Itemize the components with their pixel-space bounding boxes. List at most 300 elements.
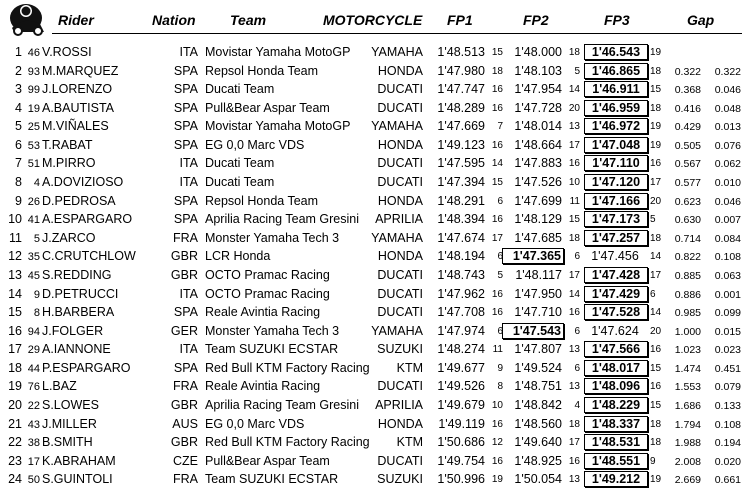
rider-name: V.ROSSI xyxy=(42,45,92,59)
nation: GER xyxy=(170,323,198,338)
fp3-time: 1'46.865 xyxy=(584,63,648,79)
gap-to-first: 1.000 xyxy=(674,325,701,338)
fp1-laps: 15 xyxy=(491,47,503,58)
header-nation: Nation xyxy=(152,12,196,28)
fp2-laps: 14 xyxy=(568,84,580,96)
rider-number: 29 xyxy=(27,344,40,357)
gap-to-previous: 0.084 xyxy=(714,232,741,245)
header-team: Team xyxy=(230,12,267,28)
fp2-laps: 6 xyxy=(574,251,580,263)
fp3-time: 1'46.972 xyxy=(584,118,648,134)
nation: SPA xyxy=(173,119,198,134)
table-header xyxy=(0,0,745,38)
motorcycle: SUZUKI xyxy=(377,342,423,357)
rider-name: S.GUINTOLI xyxy=(42,472,113,487)
fp3-laps: 6 xyxy=(650,288,656,300)
motorcycle: APRILIA xyxy=(375,398,423,413)
header-divider xyxy=(52,33,742,34)
team: Reale Avintia Racing xyxy=(205,305,321,320)
rider-name: M.VIÑALES xyxy=(42,119,109,134)
fp3-laps: 5 xyxy=(650,214,656,226)
nation: ITA xyxy=(179,45,198,59)
gap-to-previous: 0.079 xyxy=(714,381,741,394)
gap-to-first: 0.368 xyxy=(674,84,701,97)
gap-to-previous: 0.063 xyxy=(714,269,741,282)
fp1-laps: 6 xyxy=(497,195,503,207)
gap-to-previous: 0.194 xyxy=(714,437,741,450)
fp1-laps: 6 xyxy=(497,251,503,263)
fp3-time: 1'48.551 xyxy=(584,453,648,469)
rider-number: 25 xyxy=(27,121,40,134)
fp2-laps: 13 xyxy=(568,381,580,393)
fp3-time: 1'47.429 xyxy=(584,286,648,302)
fp1-time: 1'49.526 xyxy=(437,379,485,394)
rider-name: A.ESPARGARO xyxy=(42,212,133,227)
fp1-laps: 16 xyxy=(491,102,503,114)
fp2-time: 1'48.925 xyxy=(514,453,562,468)
nation: GBR xyxy=(170,249,198,264)
fp3-laps: 9 xyxy=(650,455,656,467)
fp1-time: 1'48.289 xyxy=(437,100,485,115)
fp2-laps: 11 xyxy=(569,195,580,207)
fp3-time: 1'47.120 xyxy=(584,174,648,190)
fp1-time: 1'47.394 xyxy=(437,175,485,190)
fp2-time: 1'47.685 xyxy=(514,230,562,245)
fp3-laps: 18 xyxy=(650,418,662,430)
gap-to-first: 1.474 xyxy=(674,362,701,375)
team: Aprilia Racing Team Gresini xyxy=(205,398,359,413)
fp2-laps: 4 xyxy=(574,400,580,412)
nation: ITA xyxy=(179,175,198,190)
rider-name: J.LORENZO xyxy=(42,82,113,97)
fp2-time: 1'47.365 xyxy=(502,248,564,264)
position: 6 xyxy=(15,137,22,152)
fp2-time: 1'49.524 xyxy=(514,360,562,375)
header-fp2: FP2 xyxy=(523,12,549,28)
fp1-laps: 14 xyxy=(491,158,503,170)
fp3-time: 1'46.543 xyxy=(584,44,648,60)
fp3-laps: 20 xyxy=(650,325,662,337)
nation: ITA xyxy=(179,156,198,171)
rider-name: A.BAUTISTA xyxy=(42,100,115,115)
motorcycle: HONDA xyxy=(377,63,423,78)
nation: SPA xyxy=(173,305,198,320)
fp2-laps: 17 xyxy=(568,139,580,151)
motorcycle: APRILIA xyxy=(375,212,423,227)
team: Team SUZUKI ECSTAR xyxy=(205,472,339,487)
fp1-time: 1'48.291 xyxy=(437,193,485,208)
team: Red Bull KTM Factory Racing xyxy=(205,360,370,375)
motorcycle: DUCATI xyxy=(377,156,423,171)
fp2-laps: 10 xyxy=(568,177,580,189)
position: 10 xyxy=(8,212,22,227)
fp3-laps: 18 xyxy=(650,65,662,77)
fp1-laps: 18 xyxy=(491,65,503,77)
gap-to-first: 0.885 xyxy=(674,269,701,282)
fp3-time: 1'47.624 xyxy=(591,323,639,338)
gap-to-first: 0.630 xyxy=(674,214,701,227)
fp2-time: 1'47.807 xyxy=(514,342,562,357)
table-row xyxy=(0,377,745,396)
fp3-laps: 19 xyxy=(650,474,662,486)
fp2-time: 1'48.014 xyxy=(514,119,562,134)
gap-to-previous: 0.013 xyxy=(714,121,741,134)
position: 16 xyxy=(8,323,22,338)
nation: SPA xyxy=(173,82,198,97)
table-row xyxy=(0,136,745,155)
motorcycle: HONDA xyxy=(377,249,423,264)
fp3-time: 1'47.456 xyxy=(591,249,639,264)
gap-to-first: 0.567 xyxy=(674,158,701,171)
fp1-laps: 16 xyxy=(491,139,503,151)
header-fp3: FP3 xyxy=(604,12,630,28)
fp2-time: 1'47.699 xyxy=(514,193,562,208)
fp1-laps: 17 xyxy=(491,232,503,244)
table-row xyxy=(0,210,745,229)
fp3-laps: 17 xyxy=(650,269,662,281)
rider-number: 22 xyxy=(27,400,40,413)
motorcycle-rider-icon xyxy=(4,2,60,36)
fp2-laps: 16 xyxy=(568,158,580,170)
gap-to-first: 0.577 xyxy=(674,177,701,190)
fp2-time: 1'50.054 xyxy=(514,472,562,487)
fp3-laps: 16 xyxy=(650,344,662,356)
header-gap: Gap xyxy=(687,12,715,28)
rider-number: 45 xyxy=(27,269,40,282)
rider-name: D.PEDROSA xyxy=(42,193,116,208)
table-row xyxy=(0,452,745,471)
rider-number: 35 xyxy=(27,251,40,264)
fp3-time: 1'47.048 xyxy=(584,137,648,153)
fp1-laps: 11 xyxy=(492,344,503,356)
fp1-time: 1'47.747 xyxy=(437,82,485,97)
team: Red Bull KTM Factory Racing xyxy=(205,435,370,450)
fp1-laps: 19 xyxy=(491,474,503,486)
table-row xyxy=(0,359,745,378)
fp1-time: 1'47.708 xyxy=(437,305,485,320)
fp2-time: 1'47.543 xyxy=(502,323,564,339)
fp2-laps: 14 xyxy=(568,288,580,300)
nation: SPA xyxy=(173,212,198,227)
fp3-time: 1'46.959 xyxy=(584,100,648,116)
fp1-laps: 16 xyxy=(491,455,503,467)
team: Team SUZUKI ECSTAR xyxy=(205,342,339,357)
fp2-laps: 13 xyxy=(568,344,580,356)
table-row xyxy=(0,43,745,62)
gap-to-previous: 0.015 xyxy=(714,325,741,338)
rider-number: 38 xyxy=(27,437,40,450)
team: Movistar Yamaha MotoGP xyxy=(205,45,351,59)
table-row xyxy=(0,303,745,322)
fp1-laps: 6 xyxy=(497,325,503,337)
motorcycle: DUCATI xyxy=(377,453,423,468)
motorcycle: DUCATI xyxy=(377,175,423,190)
table-row xyxy=(0,173,745,192)
table-row xyxy=(0,62,745,81)
fp2-time: 1'47.954 xyxy=(514,82,562,97)
nation: GBR xyxy=(170,435,198,450)
fp2-laps: 17 xyxy=(568,437,580,449)
fp2-time: 1'48.103 xyxy=(514,63,562,78)
gap-to-previous: 0.062 xyxy=(714,158,741,171)
fp3-laps: 15 xyxy=(650,362,662,374)
position: 19 xyxy=(8,379,22,394)
team: OCTO Pramac Racing xyxy=(205,286,330,301)
team: Pull&Bear Aspar Team xyxy=(205,100,330,115)
gap-to-previous: 0.010 xyxy=(714,177,741,190)
fp2-time: 1'48.664 xyxy=(514,137,562,152)
gap-to-first: 0.714 xyxy=(674,232,701,245)
gap-to-first: 0.416 xyxy=(674,102,701,115)
rider-name: J.MILLER xyxy=(42,416,97,431)
position: 12 xyxy=(8,249,22,264)
rider-number: 44 xyxy=(27,362,40,375)
position: 18 xyxy=(8,360,22,375)
fp2-time: 1'48.751 xyxy=(514,379,562,394)
position: 24 xyxy=(8,472,22,487)
fp2-laps: 5 xyxy=(574,65,580,77)
fp3-laps: 14 xyxy=(650,251,662,263)
fp2-laps: 13 xyxy=(568,121,580,133)
gap-to-first: 0.985 xyxy=(674,307,701,320)
gap-to-previous: 0.046 xyxy=(714,84,741,97)
rider-name: L.BAZ xyxy=(42,379,77,394)
motorcycle: DUCATI xyxy=(377,286,423,301)
nation: AUS xyxy=(172,416,198,431)
position: 5 xyxy=(15,119,22,134)
motorcycle: YAMAHA xyxy=(371,45,423,59)
fp1-laps: 10 xyxy=(491,400,503,412)
fp3-time: 1'47.428 xyxy=(584,267,648,283)
fp1-time: 1'47.595 xyxy=(437,156,485,171)
rider-number: 76 xyxy=(27,381,40,394)
fp2-laps: 18 xyxy=(568,418,580,430)
table-row xyxy=(0,99,745,118)
gap-to-first: 1.553 xyxy=(674,381,701,394)
motorcycle: KTM xyxy=(396,360,423,375)
fp3-laps: 18 xyxy=(650,102,662,114)
fp1-time: 1'50.996 xyxy=(437,472,485,487)
rider-name: M.PIRRO xyxy=(42,156,96,171)
fp1-laps: 16 xyxy=(491,84,503,96)
nation: SPA xyxy=(173,63,198,78)
fp2-laps: 13 xyxy=(568,474,580,486)
fp1-time: 1'47.669 xyxy=(437,119,485,134)
rider-name: P.ESPARGARO xyxy=(42,360,131,375)
rider-number: 17 xyxy=(27,455,40,468)
team: Movistar Yamaha MotoGP xyxy=(205,119,351,134)
motorcycle: YAMAHA xyxy=(371,230,423,245)
rider-number: 53 xyxy=(27,139,40,152)
gap-to-previous: 0.451 xyxy=(714,362,741,375)
motorcycle: HONDA xyxy=(377,416,423,431)
team: Ducati Team xyxy=(205,175,275,190)
fp1-time: 1'47.974 xyxy=(437,323,485,338)
fp2-laps: 20 xyxy=(568,102,580,114)
nation: FRA xyxy=(173,472,198,487)
fp1-time: 1'48.274 xyxy=(437,342,485,357)
rider-name: M.MARQUEZ xyxy=(42,63,119,78)
fp3-laps: 17 xyxy=(650,177,662,189)
team: Reale Avintia Racing xyxy=(205,379,321,394)
position: 1 xyxy=(15,45,22,59)
gap-to-previous: 0.661 xyxy=(714,474,741,487)
position: 20 xyxy=(8,398,22,413)
fp2-laps: 6 xyxy=(574,362,580,374)
position: 4 xyxy=(15,100,22,115)
rider-number: 93 xyxy=(27,65,40,78)
position: 2 xyxy=(15,63,22,78)
fp3-laps: 18 xyxy=(650,232,662,244)
fp3-time: 1'48.096 xyxy=(584,378,648,394)
rider-number: 43 xyxy=(27,418,40,431)
position: 7 xyxy=(15,156,22,171)
fp3-time: 1'48.017 xyxy=(584,360,648,376)
nation: FRA xyxy=(173,230,198,245)
motorcycle: KTM xyxy=(396,435,423,450)
motorcycle: DUCATI xyxy=(377,82,423,97)
fp3-laps: 16 xyxy=(650,381,662,393)
rider-number: 26 xyxy=(27,195,40,208)
rider-number: 9 xyxy=(33,288,40,301)
table-row xyxy=(0,154,745,173)
nation: SPA xyxy=(173,360,198,375)
gap-to-previous: 0.099 xyxy=(714,307,741,320)
table-row xyxy=(0,247,745,266)
fp3-time: 1'48.229 xyxy=(584,397,648,413)
gap-to-first: 0.623 xyxy=(674,195,701,208)
fp3-laps: 19 xyxy=(650,139,662,151)
table-row xyxy=(0,322,745,341)
motorcycle: DUCATI xyxy=(377,305,423,320)
fp3-time: 1'47.566 xyxy=(584,341,648,357)
fp1-time: 1'49.123 xyxy=(437,137,485,152)
fp2-time: 1'47.526 xyxy=(514,175,562,190)
position: 14 xyxy=(8,286,22,301)
motorcycle: SUZUKI xyxy=(377,472,423,487)
rider-name: D.PETRUCCI xyxy=(42,286,119,301)
rider-name: K.ABRAHAM xyxy=(42,453,116,468)
header-fp1: FP1 xyxy=(447,12,473,28)
header-motorcycle: MOTORCYCLE xyxy=(323,12,423,28)
fp2-time: 1'47.710 xyxy=(514,305,562,320)
nation: GBR xyxy=(170,398,198,413)
rider-name: H.BARBERA xyxy=(42,305,115,320)
fp1-laps: 5 xyxy=(497,269,503,281)
header-rider: Rider xyxy=(58,12,94,28)
fp2-time: 1'48.129 xyxy=(514,212,562,227)
gap-to-previous: 0.108 xyxy=(714,251,741,264)
fp1-time: 1'50.686 xyxy=(437,435,485,450)
fp1-time: 1'47.962 xyxy=(437,286,485,301)
team: EG 0,0 Marc VDS xyxy=(205,416,305,431)
team: Ducati Team xyxy=(205,82,275,97)
table-row xyxy=(0,192,745,211)
fp1-time: 1'48.194 xyxy=(437,249,485,264)
nation: GBR xyxy=(170,267,198,282)
fp1-laps: 12 xyxy=(491,437,503,449)
position: 3 xyxy=(15,82,22,97)
fp3-laps: 14 xyxy=(650,307,662,319)
rider-number: 5 xyxy=(33,232,40,245)
gap-to-previous: 0.046 xyxy=(714,195,741,208)
table-row xyxy=(0,80,745,99)
fp1-laps: 8 xyxy=(497,381,503,393)
fp3-laps: 15 xyxy=(650,400,662,412)
fp1-laps: 16 xyxy=(491,307,503,319)
fp3-laps: 18 xyxy=(650,437,662,449)
fp2-time: 1'48.842 xyxy=(514,398,562,413)
gap-to-previous: 0.133 xyxy=(714,400,741,413)
rider-name: J.FOLGER xyxy=(42,323,104,338)
gap-to-first: 0.505 xyxy=(674,139,701,152)
fp3-time: 1'47.173 xyxy=(584,211,648,227)
gap-to-previous: 0.001 xyxy=(714,288,741,301)
fp2-laps: 15 xyxy=(568,214,580,226)
table-row xyxy=(0,340,745,359)
rider-name: A.IANNONE xyxy=(42,342,111,357)
gap-to-first: 2.669 xyxy=(674,474,701,487)
motorcycle: HONDA xyxy=(377,137,423,152)
team: Ducati Team xyxy=(205,156,275,171)
gap-to-first: 0.822 xyxy=(674,251,701,264)
fp1-time: 1'47.980 xyxy=(437,63,485,78)
fp3-time: 1'47.110 xyxy=(584,155,648,171)
nation: ITA xyxy=(179,286,198,301)
rider-number: 46 xyxy=(27,47,40,59)
rider-number: 50 xyxy=(27,474,40,487)
position: 17 xyxy=(8,342,22,357)
fp1-laps: 16 xyxy=(491,214,503,226)
position: 22 xyxy=(8,435,22,450)
fp2-time: 1'47.950 xyxy=(514,286,562,301)
nation: ITA xyxy=(179,342,198,357)
fp2-time: 1'48.117 xyxy=(515,267,562,282)
position: 8 xyxy=(15,175,22,190)
rider-number: 8 xyxy=(33,307,40,320)
nation: CZE xyxy=(173,453,198,468)
rider-name: A.DOVIZIOSO xyxy=(42,175,124,190)
team: EG 0,0 Marc VDS xyxy=(205,137,305,152)
fp2-laps: 16 xyxy=(568,455,580,467)
position: 23 xyxy=(8,453,22,468)
table-row xyxy=(0,396,745,415)
fp3-time: 1'48.531 xyxy=(584,434,648,450)
team: Monster Yamaha Tech 3 xyxy=(205,323,340,338)
team: Repsol Honda Team xyxy=(205,193,319,208)
rider-number: 94 xyxy=(27,325,40,338)
position: 13 xyxy=(8,267,22,282)
fp3-laps: 20 xyxy=(650,195,662,207)
rider-name: C.CRUTCHLOW xyxy=(42,249,136,264)
table-row xyxy=(0,415,745,434)
fp1-laps: 15 xyxy=(491,177,503,189)
gap-to-first: 0.429 xyxy=(674,121,701,134)
gap-to-previous: 0.322 xyxy=(714,65,741,78)
position: 11 xyxy=(9,230,22,245)
fp3-time: 1'46.911 xyxy=(584,81,648,97)
rider-name: S.REDDING xyxy=(42,267,112,282)
gap-to-previous: 0.020 xyxy=(714,455,741,468)
fp3-laps: 19 xyxy=(650,47,662,58)
rider-name: J.ZARCO xyxy=(42,230,96,245)
fp1-time: 1'49.679 xyxy=(437,398,485,413)
gap-to-first: 1.023 xyxy=(674,344,701,357)
fp2-time: 1'47.883 xyxy=(514,156,562,171)
gap-to-previous: 0.023 xyxy=(714,344,741,357)
nation: SPA xyxy=(173,137,198,152)
fp3-time: 1'48.337 xyxy=(584,416,648,432)
